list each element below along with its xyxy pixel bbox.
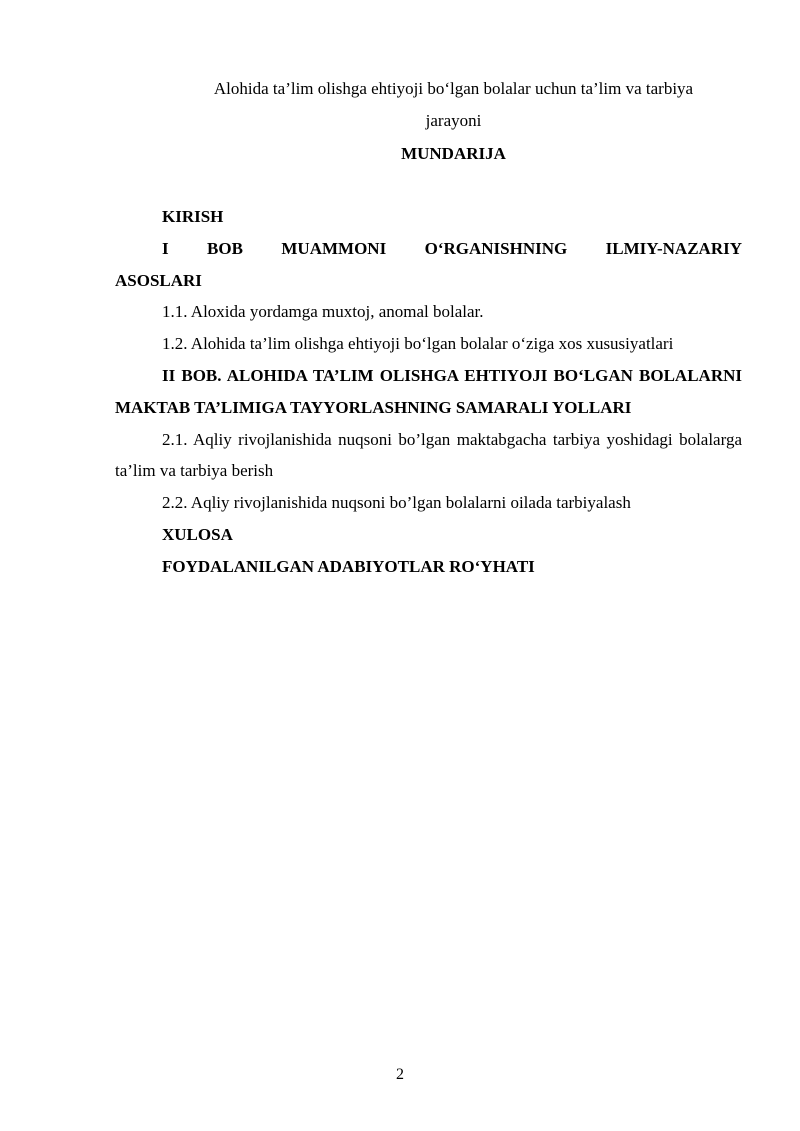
document-title-line-2: jarayoni (425, 111, 482, 130)
toc-entry-references: FOYDALANILGAN ADABIYOTLAR RO‘YHATI (162, 556, 535, 576)
contents-heading: MUNDARIJA (401, 144, 506, 163)
document-title-line-1: Alohida ta’lim olishga ehtiyoji bo‘lgan bolalar uchun ta’lim va tarbiya (213, 79, 694, 98)
toc-entry-section-2-2: 2.2. Aqliy rivojlanishida nuqsoni bo’lgan bolalarni oilada tarbiyalash (162, 493, 631, 513)
toc-chapter-1-line-1: I BOB MUAMMONI O‘RGANISHNING ILMIY-NAZARIY (162, 238, 742, 258)
page-number: 2 (396, 1066, 404, 1083)
toc-entry-section-2-1: 2.1. Aqliy rivojlanishida nuqsoni bo’lgan maktabgacha tarbiya yoshidagi bolalarga ta’lim va tarbiya berish (115, 429, 742, 481)
toc-entry-section-1-2: 1.2. Alohida ta’lim olishga ehtiyoji bo‘lgan bolalar o‘ziga xos xususiyatlari (162, 334, 674, 354)
toc-entry-conclusion: XULOSA (162, 524, 233, 544)
toc-entry-chapter-1-continued (115, 265, 742, 297)
toc-entry-chapter-1 (115, 233, 742, 265)
toc-entry-intro: KIRISH (162, 207, 224, 226)
table-of-contents (115, 201, 742, 583)
toc-entry-section-1-1: 1.1. Aloxida yordamga muxtoj, anomal bolalar. (162, 302, 484, 322)
toc-entry-chapter-2: II BOB. ALOHIDA TA’LIM OLISHGA EHTIYOJI BO‘LGAN BOLALARNI MAKTAB TA’LIMIGA TAYYORLASHNING SAMARALI YOLLARI (115, 365, 742, 417)
toc-chapter-1-line-2: ASOSLARI (115, 270, 202, 290)
